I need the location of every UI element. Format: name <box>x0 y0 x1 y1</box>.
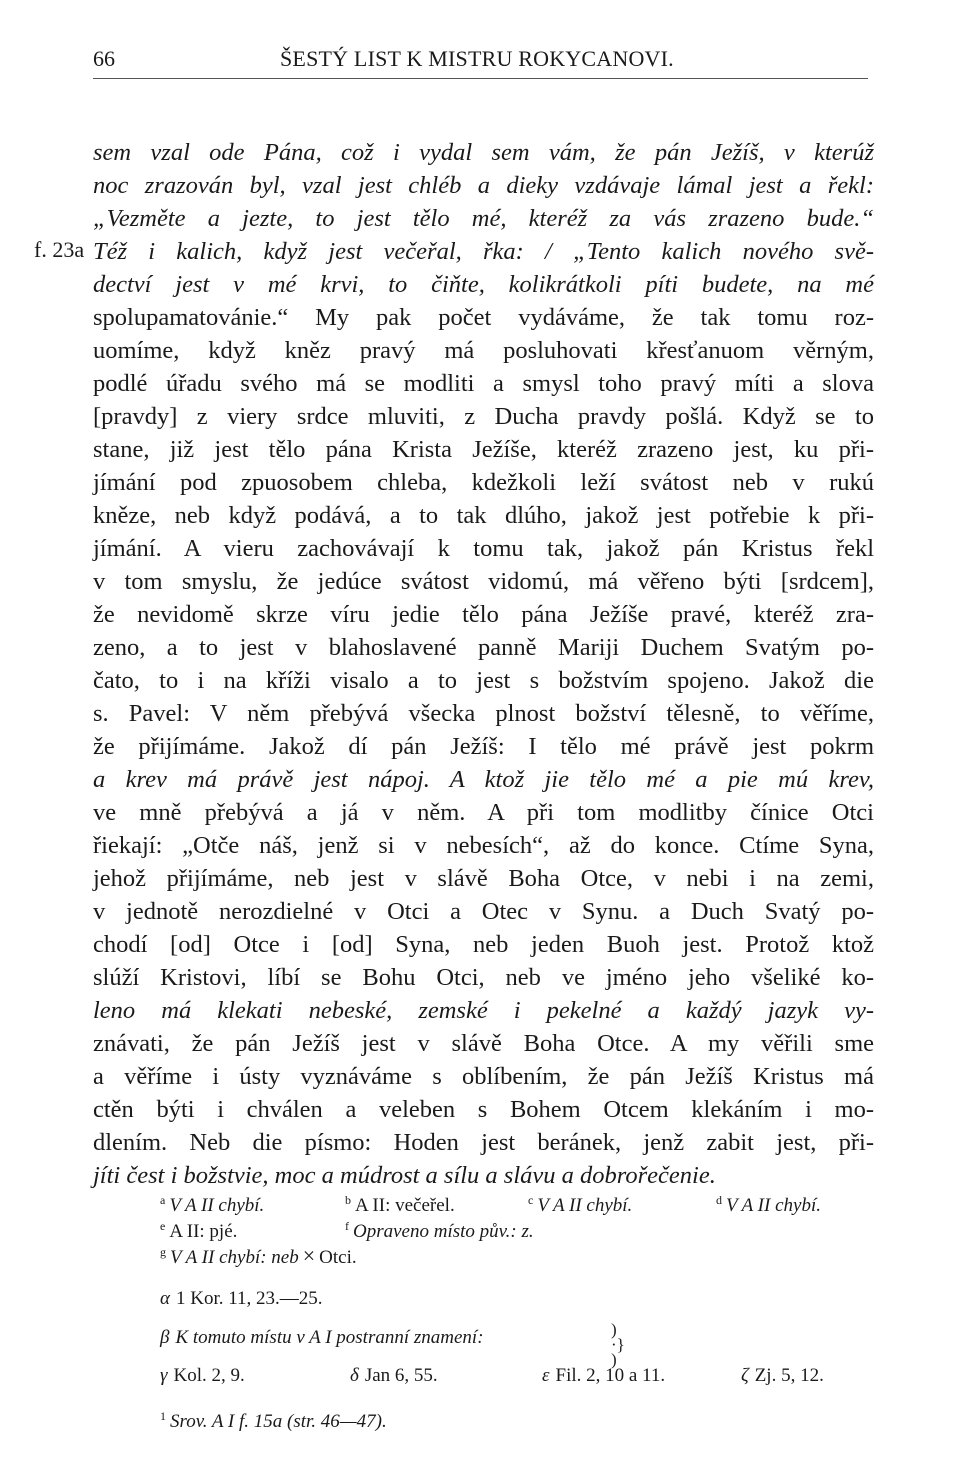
text-line: dlením. Neb die písmo: Hoden jest beránek, jenž zabit jest, při- <box>93 1129 874 1156</box>
footnote-delta: δ Jan 6, 55. <box>350 1365 438 1386</box>
text-line: uomíme, když kněz pravý má posluhovati křesťanuom věrným, <box>93 337 874 364</box>
footnote-a: $^a$ V A II chybí. <box>160 1193 265 1216</box>
footnote-gamma: γ Kol. 2, 9. <box>160 1365 245 1386</box>
text-line: ve mně přebývá a já v něm. A při tom modlitby čínice Otci <box>93 799 874 826</box>
text-line: kněze, neb když podává, a to tak dlúho, jakož jest potřebie k při- <box>93 502 874 529</box>
footnote-d: $^d$ V A II chybí. <box>716 1193 821 1216</box>
text-line: Též i kalich, když jest večeřal, řka: / „Tento kalich nového svě- <box>93 238 874 265</box>
footnote-epsilon: ε Fil. 2, 10 a 11. <box>542 1365 666 1386</box>
footnote-beta: β K tomuto místu v A I postranní znamení: <box>160 1327 484 1348</box>
text-line: že přijímáme. Jakož dí pán Ježíš: I tělo mé právě jest pokrm <box>93 733 874 760</box>
text-line: řiekají: „Otče náš, jenž si v nebesích“, až do konce. Ctíme Syna, <box>93 832 874 859</box>
text-line: že nevidomě skrze víru jedie tělo pána Ježíše pravé, kteréž zra- <box>93 601 874 628</box>
cross-mark-icon: × <box>302 1243 316 1268</box>
text-line: zeno, a to jest v blahoslavené panně Mariji Duchem Svatým po- <box>93 634 874 661</box>
text-line: noc zrazován byl, vzal jest chléb a dieky vzdávaje lámal jest a řekl: <box>93 172 874 199</box>
footnote-f: $^f$ Opraveno místo pův.: z. <box>345 1219 534 1242</box>
text-line: leno má klekati nebeské, zemské i pekelné a každý jazyk vy- <box>93 997 874 1024</box>
marginal-sign-icon: ) ·} ) <box>611 1320 625 1369</box>
footnote-c: $^c$ V A II chybí. <box>528 1193 633 1216</box>
text-line: jíti čest i božstvie, moc a múdrost a sílu a slávu a dobrořečenie. <box>93 1162 716 1189</box>
text-line: jehož přijímáme, neb jest v slávě Boha Otce, v nebi i na zemi, <box>93 865 874 892</box>
text-line: sem vzal ode Pána, což i vydal sem vám, že pán Ježíš, v kterúž <box>93 139 874 166</box>
footnote-b: $^b$ A II: večeřel. <box>345 1193 455 1216</box>
text-line: a věříme i ústy vyznáváme s oblíbením, že pán Ježíš Kristus má <box>93 1063 874 1090</box>
footnote-zeta: ζ Zj. 5, 12. <box>741 1365 824 1386</box>
footnote-e: $^e$ A II: pjé. <box>160 1219 238 1242</box>
page-number: 66 <box>93 46 115 71</box>
text-line: s. Pavel: V něm přebývá všecka plnost božství tělesně, to věříme, <box>93 700 874 727</box>
text-line: jímání. A vieru zachovávají k tomu tak, jakož pán Kristus řekl <box>93 535 874 562</box>
text-line: slúží Kristovi, líbí se Bohu Otci, neb ve jméno jeho všeliké ko- <box>93 964 874 991</box>
text-line: chodí [od] Otce i [od] Syna, neb jeden Buoh jest. Protož ktož <box>93 931 874 958</box>
text-line: dectví jest v mé krvi, to čiňte, kolikrátkoli píti budete, na mé <box>93 271 874 298</box>
footnote-1: $^1$ Srov. A I f. 15a (str. 46—47). <box>160 1409 387 1432</box>
text-line: a krev má právě jest nápoj. A ktož jie tělo mé a pie mú krev, <box>93 766 874 793</box>
footnote-alpha: α 1 Kor. 11, 23.—25. <box>160 1288 323 1309</box>
text-line: jímání pod zpuosobem chleba, kdežkoli leží svátost neb v rukú <box>93 469 874 496</box>
text-line: [pravdy] z viery srdce mluviti, z Ducha pravdy pošlá. Když se to <box>93 403 874 430</box>
running-title: ŠESTÝ LIST K MISTRU ROKYCANOVI. <box>280 46 674 71</box>
header-rule <box>93 78 868 79</box>
footnote-g: $^g$ V A II chybí: neb × Otci. <box>160 1243 357 1268</box>
text-line: čato, to i na kříži visalo a to jest s božstvím spojeno. Jakož die <box>93 667 874 694</box>
text-line: v tom smyslu, že jedúce svátost vidomú, má věřeno býti [srdcem], <box>93 568 874 595</box>
text-line: znávati, že pán Ježíš jest v slávě Boha Otce. A my věřili sme <box>93 1030 874 1057</box>
text-line: „Vezměte a jezte, to jest tělo mé, kteréž za vás zrazeno bude.“ <box>93 205 874 232</box>
margin-folio-reference: f. 23a <box>34 237 85 262</box>
text-line: spolupamatovánie.“ My pak počet vydáváme, že tak tomu roz- <box>93 304 874 331</box>
text-line: stane, již jest tělo pána Krista Ježíše, kteréž zrazeno jest, ku při- <box>93 436 874 463</box>
text-line: v jednotě nerozdielné v Otci a Otec v Synu. a Duch Svatý po- <box>93 898 874 925</box>
text-line: podlé úřadu svého má se modliti a smysl toho pravý míti a slova <box>93 370 874 397</box>
text-line: ctěn býti i chválen a veleben s Bohem Otcem klekáním i mo- <box>93 1096 874 1123</box>
